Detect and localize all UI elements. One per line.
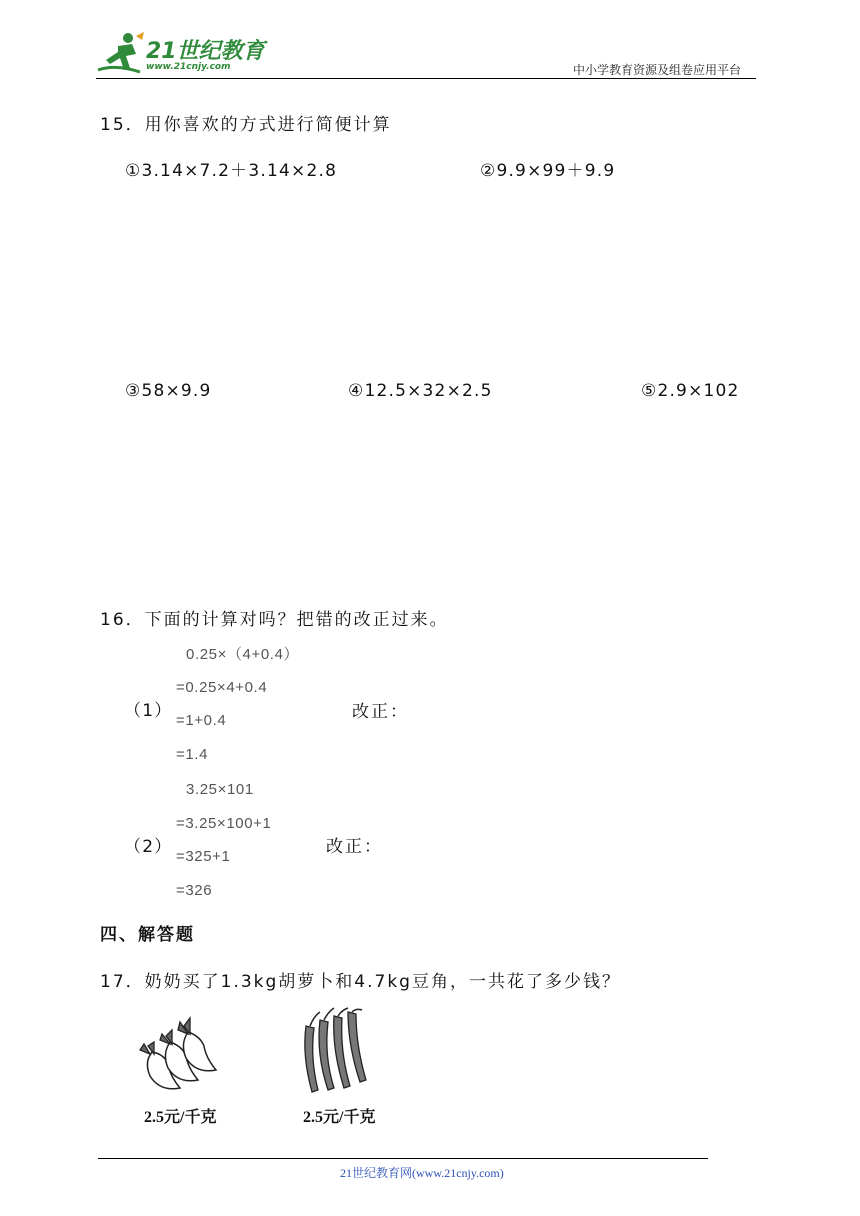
q16-1-label: （1） [124,701,173,721]
q16-1-fix-label: 改正： [352,702,409,722]
carrot-icon [130,1014,226,1094]
q16-1-line-3: =1+0.4 [176,712,227,729]
q15-title: 15．用你喜欢的方式进行简便计算 [100,115,392,135]
q15-item-4: ④12.5×32×2.5 [348,381,493,401]
section-4-title: 四、解答题 [100,925,195,945]
q16-2-line-3: =325+1 [176,848,231,865]
header-logo [96,30,266,76]
q15-item-1: ①3.14×7.2＋3.14×2.8 [125,161,338,181]
q16-1-line-2: =0.25×4+0.4 [176,679,268,696]
q15-item-2: ②9.9×99＋9.9 [480,161,616,181]
footer-divider [98,1158,708,1159]
q16-1-line-1: 0.25×（4+0.4） [186,646,300,663]
header-divider [96,78,756,79]
q17-title: 17．奶奶买了1.3kg胡萝卜和4.7kg豆角，一共花了多少钱？ [100,972,621,992]
runner-logo-icon [96,30,148,76]
bean-icon [298,1006,374,1098]
q16-2-line-4: =326 [176,882,213,899]
q16-2-fix-label: 改正： [326,837,383,857]
platform-text: 中小学教育资源及组卷应用平台 [573,63,742,77]
q16-2-label: （2） [124,837,173,857]
logo-url-text: www.21cnjy.com [146,62,231,72]
logo-main-text: 21世纪教育 [146,39,265,64]
q16-title: 16．下面的计算对吗？把错的改正过来。 [100,610,449,630]
carrot-price: 2.5元/千克 [144,1109,217,1126]
bean-price: 2.5元/千克 [303,1109,376,1126]
q16-2-line-1: 3.25×101 [186,781,254,798]
q15-item-3: ③58×9.9 [125,381,212,401]
q16-1-line-4: =1.4 [176,746,209,763]
q16-2-line-2: =3.25×100+1 [176,815,272,832]
footer-text: 21世纪教育网(www.21cnjy.com) [340,1166,504,1180]
q15-item-5: ⑤2.9×102 [641,381,740,401]
